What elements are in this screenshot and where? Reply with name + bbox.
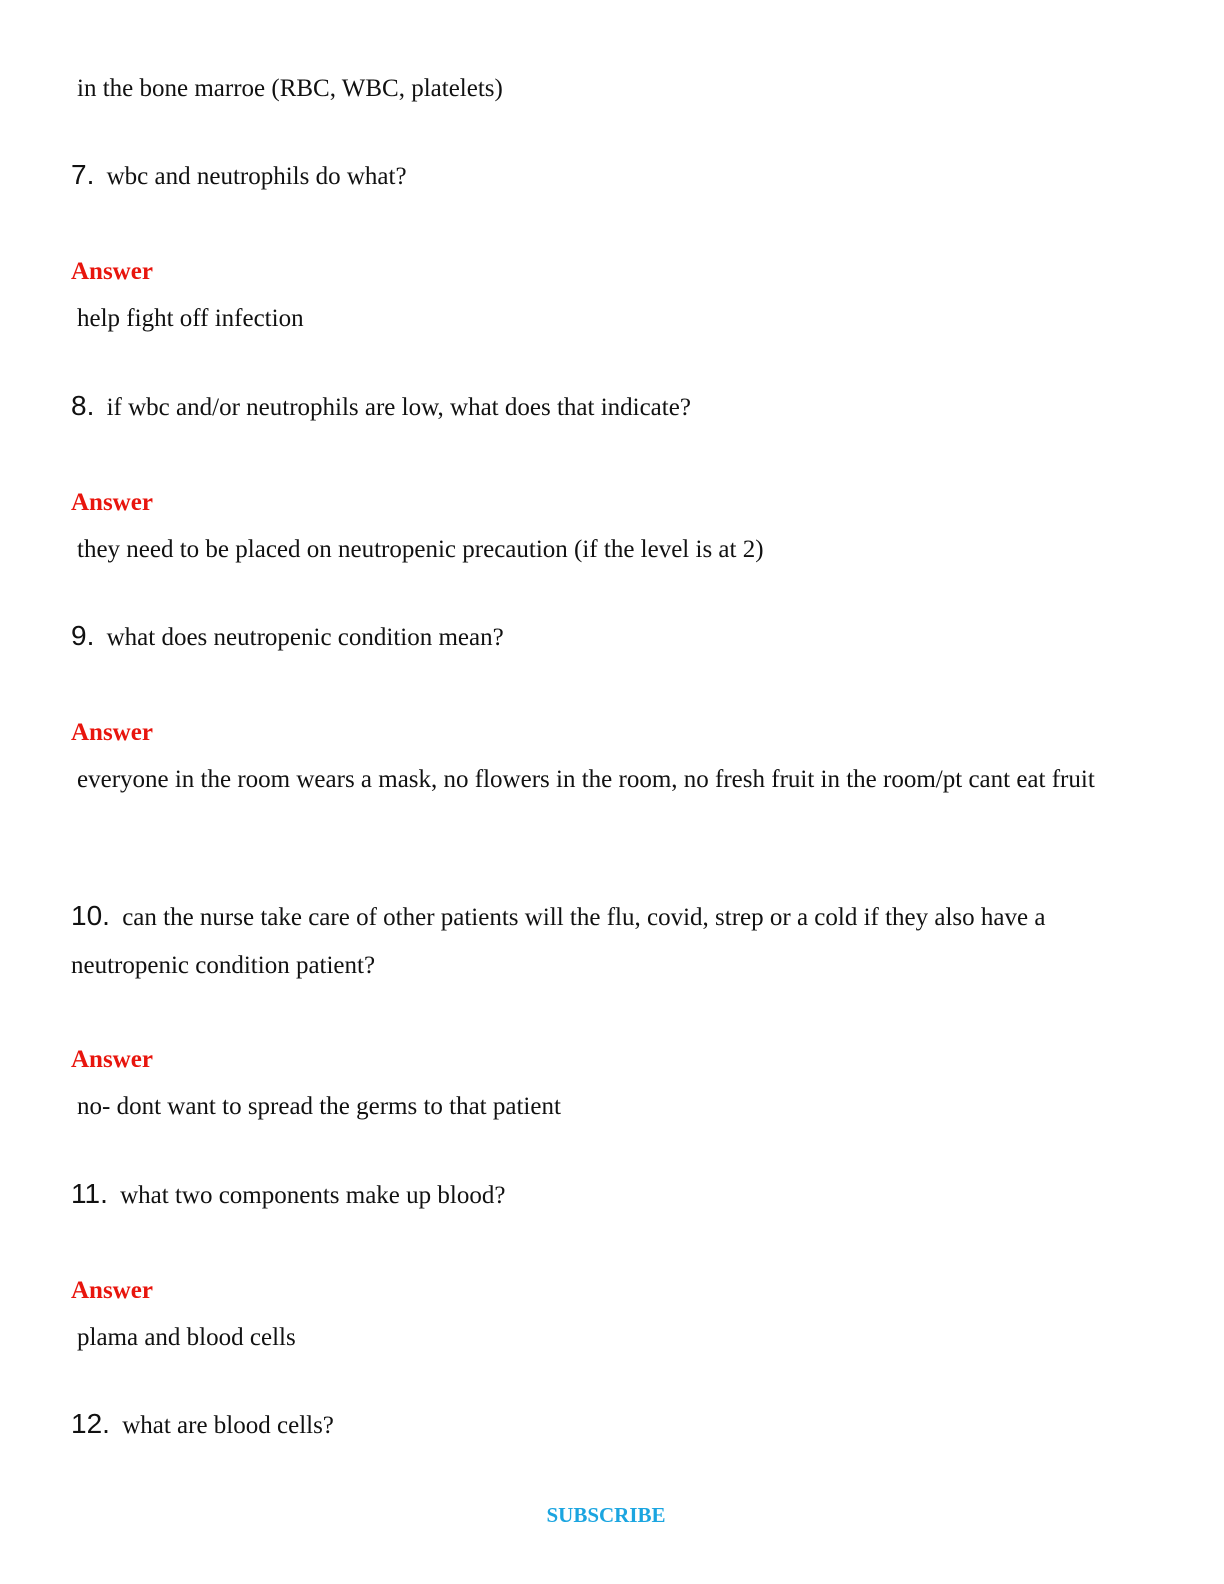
question-10 (71, 892, 1141, 990)
question-7 (71, 151, 1151, 201)
question-text: what are blood cells? (122, 1412, 334, 1439)
answer-text: no- dont want to spread the germs to that patient (77, 1093, 561, 1120)
answer-label: Answer (71, 489, 153, 516)
answer-text: help fight off infection (77, 305, 304, 332)
question-text: what two components make up blood? (120, 1182, 506, 1209)
answer-label: Answer (71, 719, 153, 746)
subscribe-link[interactable]: SUBSCRIBE (546, 1503, 666, 1527)
question-number: 8. (71, 390, 95, 421)
answer-text: in the bone marroe (RBC, WBC, platelets) (77, 75, 503, 102)
answer-text: plama and blood cells (77, 1324, 296, 1351)
question-12 (71, 1400, 1151, 1450)
question-9 (71, 612, 1151, 662)
answer-label: Answer (71, 1046, 153, 1073)
answer-label: Answer (71, 1277, 153, 1304)
question-8 (71, 382, 1151, 432)
question-number: 9. (71, 620, 95, 651)
question-number: 11. (71, 1178, 108, 1209)
answer-text: everyone in the room wears a mask, no flowers in the room, no fresh fruit in the room/pt cant eat fruit (77, 766, 1095, 793)
question-text: can the nurse take care of other patients will the flu, covid, strep or a cold if they also have a neutropenic condition patient? (71, 904, 1046, 979)
question-text: what does neutropenic condition mean? (106, 624, 504, 651)
question-number: 12. (71, 1408, 110, 1439)
question-11 (71, 1170, 1151, 1220)
question-number: 7. (71, 159, 95, 190)
question-text: if wbc and/or neutrophils are low, what does that indicate? (106, 394, 691, 421)
question-number: 10. (71, 900, 110, 931)
answer-text: they need to be placed on neutropenic precaution (if the level is at 2) (77, 536, 764, 563)
answer-label: Answer (71, 258, 153, 285)
question-text: wbc and neutrophils do what? (106, 163, 407, 190)
